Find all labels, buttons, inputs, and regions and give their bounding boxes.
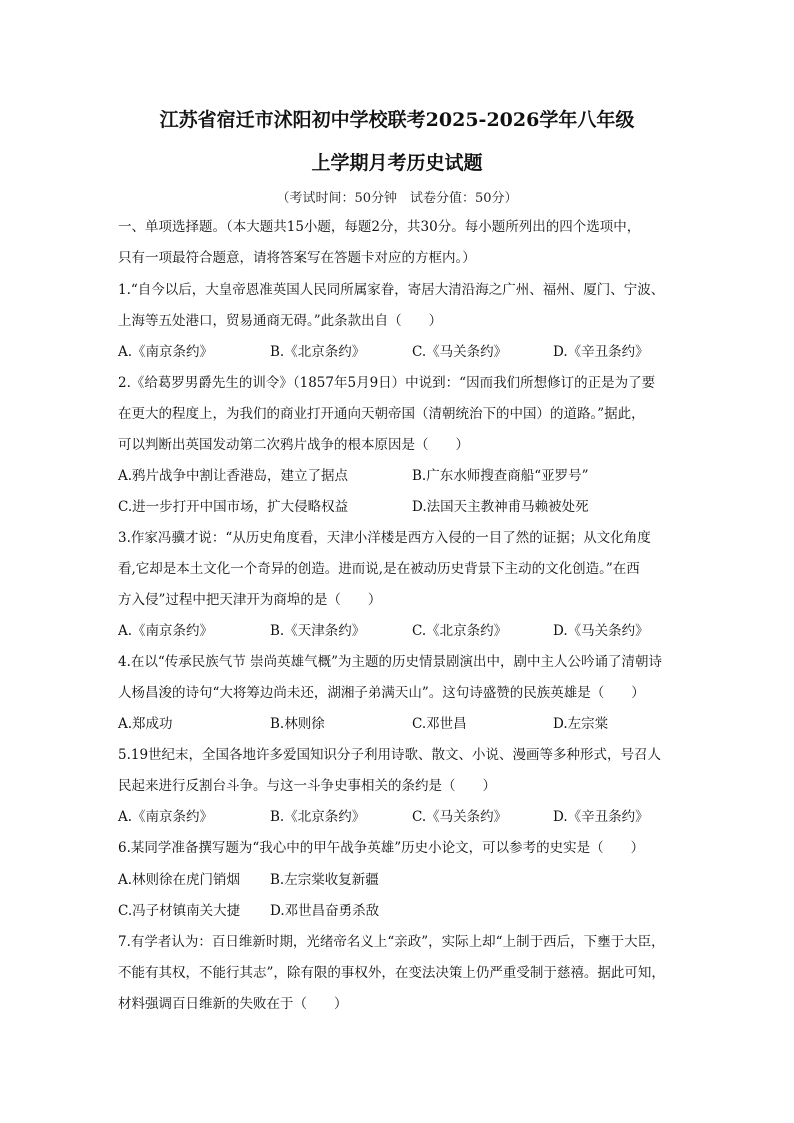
question-6-option-a: A.林则徐在虎门销烟 [118,872,241,888]
exam-title-line1: 江苏省宿迁市沭阳初中学校联考2025-2026学年八年级 [159,109,635,131]
question-4-line1: 4.在以“传承民族气节 崇尚英雄气概”为主题的历史情景剧演出中，剧中主人公吟诵了清朝诗 [118,654,662,670]
question-7-line2: 不能有其权，不能行其志”，除有限的事权外，在变法决策上仍严重受制于慈禧。据此可知， [118,965,665,981]
question-3-option-a: A.《南京条约》 [118,623,214,639]
question-1-option-d: D.《辛丑条约》 [553,344,649,360]
question-5-option-d: D.《辛丑条约》 [553,809,649,825]
question-2-option-a: A.鸦片战争中割让香港岛，建立了据点 [118,468,349,484]
question-6-option-c: C.冯子材镇南关大捷 [118,903,241,919]
question-2-line3: 可以判断出英国发动第二次鸦片战争的根本原因是（ ） [118,437,469,453]
question-2-line1: 2.《给葛罗男爵先生的训令》（1857年5月9日）中说到：“因而我们所想修订的正是为了要 [118,375,656,391]
exam-info: （考试时间：50分钟 试卷分值：50分） [276,191,518,206]
question-5-option-a: A.《南京条约》 [118,809,214,825]
question-4-option-d: D.左宗棠 [553,716,609,732]
question-4-option-c: C.邓世昌 [412,716,467,732]
question-1-option-a: A.《南京条约》 [118,344,214,360]
question-5-option-c: C.《马关条约》 [412,809,508,825]
question-5-option-b: B.《北京条约》 [270,809,366,825]
question-3-line3: 方入侵”过程中把天津开为商埠的是（ ） [118,592,382,608]
question-6-line1: 6.某同学准备撰写题为“我心中的甲午战争英雄”历史小论文，可以参考的史实是（ ） [118,840,645,856]
question-4-line2: 人杨昌浚的诗句“大将筹边尚未还，湖湘子弟满天山”。这句诗盛赞的民族英雄是（ ） [118,685,645,701]
question-3-option-c: C.《北京条约》 [412,623,508,639]
question-3-option-d: D.《马关条约》 [553,623,649,639]
question-2-line2: 在更大的程度上，为我们的商业打开通向天朝帝国（清朝统治下的中国）的道路。”据此， [118,406,645,422]
question-7-line1: 7.有学者认为：百日维新时期，光绪帝名义上“亲政”，实际上却“上制于西后，下壅于大臣， [118,934,665,950]
question-4-option-b: B.林则徐 [270,716,325,732]
section-heading-line2: 只有一项最符合题意，请将答案写在答题卡对应的方框内。） [118,250,476,266]
question-5-line1: 5.19世纪末，全国各地许多爱国知识分子利用诗歌、散文、小说、漫画等多种形式，号召人 [118,747,662,763]
question-1-line1: 1.“自今以后，大皇帝恩准英国人民同所属家眷，寄居大清沿海之广州、福州、厦门、宁波、 [118,282,665,298]
section-heading-line1: 一、单项选择题。（本大题共15小题，每题2分，共30分。每小题所列出的四个选项中， [118,219,641,235]
question-1-line2: 上海等五处港口，贸易通商无碍。”此条款出自（ ） [118,313,443,329]
exam-title-line2: 上学期月考历史试题 [311,152,483,174]
question-3-option-b: B.《天津条约》 [270,623,366,639]
question-7-line3: 材料强调百日维新的失败在于（ ） [118,996,348,1012]
question-1-option-c: C.《马关条约》 [412,344,508,360]
question-2-option-c: C.进一步打开中国市场，扩大侵略权益 [118,499,349,515]
question-6-option-d: D.邓世昌奋勇杀敌 [270,903,380,919]
question-1-option-b: B.《北京条约》 [270,344,366,360]
question-3-line1: 3.作家冯骥才说：“从历史角度看，天津小洋楼是西方入侵的一目了然的证据；从文化角度 [118,530,651,546]
question-5-line2: 民起来进行反割台斗争。与这一斗争史事相关的条约是（ ） [118,778,496,794]
question-4-option-a: A.郑成功 [118,716,173,732]
question-2-option-b: B.广东水师搜查商船“亚罗号” [412,468,589,484]
question-3-line2: 看,它却是本土文化一个奇异的创造。进而说,是在被动历史背景下主动的文化创造。”在西 [118,561,640,577]
question-6-option-b: B.左宗棠收复新疆 [270,872,379,888]
question-2-option-d: D.法国天主教神甫马赖被处死 [412,499,589,515]
